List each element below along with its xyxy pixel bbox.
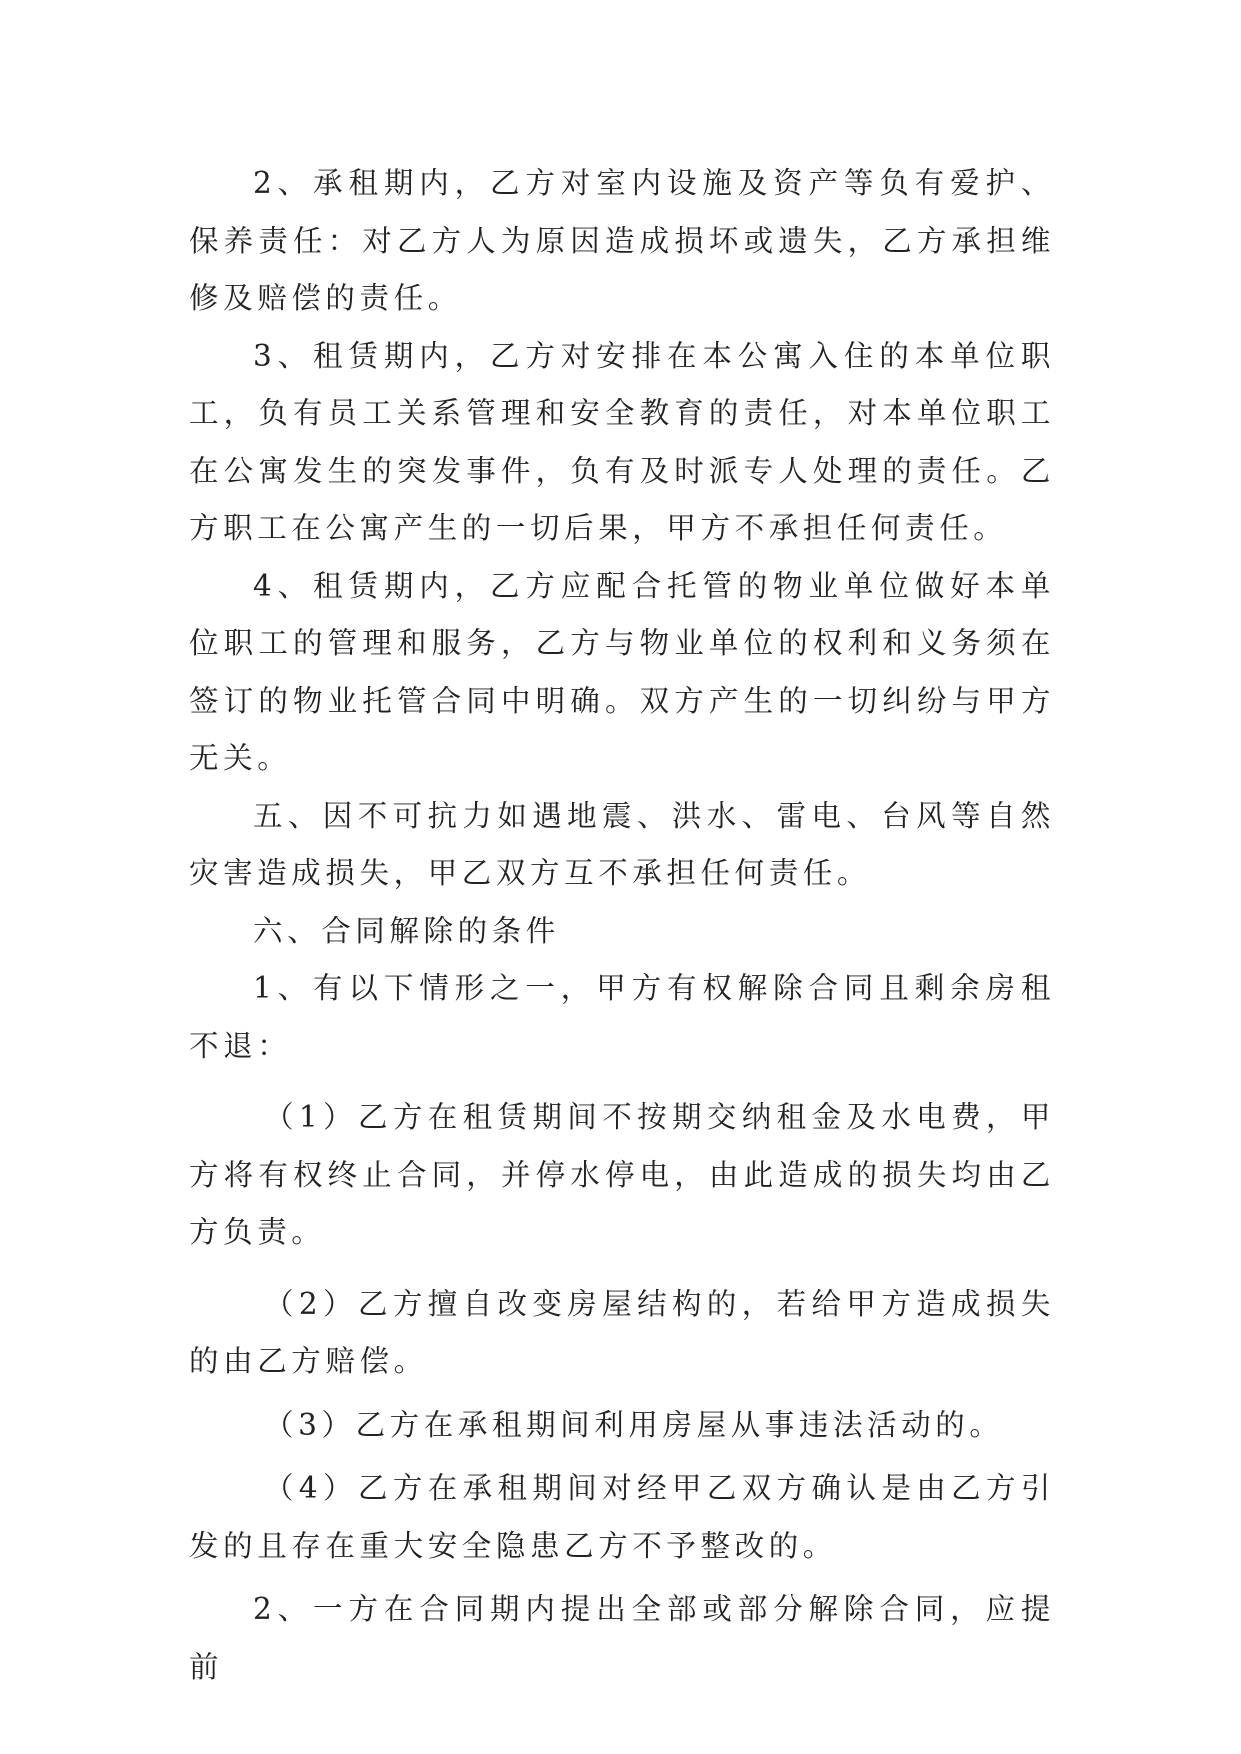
clause-3-staff-management: 3、租赁期内，乙方对安排在本公寓入住的本单位职工，负有员工关系管理和安全教育的责任，对本单位职工在公寓发生的突发事件，负有及时派专人处理的责任。乙方职工在公寓产生的一切后果，甲方不承担任何责任。 bbox=[189, 338, 1055, 545]
clause-4-property-cooperation: 4、租赁期内，乙方应配合托管的物业单位做好本单位职工的管理和服务，乙方与物业单位的权利和义务须在签订的物业托管合同中明确。双方产生的一切纠纷与甲方无关。 bbox=[189, 568, 1055, 775]
section-6-heading: 六、合同解除的条件 bbox=[253, 913, 560, 948]
document-body bbox=[189, 155, 1055, 1696]
clause-6-1-termination-conditions: 1、有以下情形之一，甲方有权解除合同且剩余房租不退： bbox=[189, 971, 1055, 1063]
clause-2-maintenance: 2、承租期内，乙方对室内设施及资产等负有爱护、保养责任：对乙方人为原因造成损坏或遗失，乙方承担维修及赔偿的责任。 bbox=[189, 166, 1055, 315]
section-5-force-majeure: 五、因不可抗力如遇地震、洪水、雷电、台风等自然灾害造成损失，甲乙双方互不承担任何责任。 bbox=[189, 798, 1055, 890]
sub-item-3-illegal-activity: （3）乙方在承租期间利用房屋从事违法活动的。 bbox=[264, 1407, 1004, 1442]
clause-6-2-early-termination: 2、一方在合同期内提出全部或部分解除合同，应提前 bbox=[189, 1592, 1055, 1684]
sub-item-1-unpaid-rent: （1）乙方在租赁期间不按期交纳租金及水电费，甲方将有权终止合同，并停水停电，由此造成的损失均由乙方负责。 bbox=[189, 1100, 1055, 1249]
sub-item-2-structure-change: （2）乙方擅自改变房屋结构的，若给甲方造成损失的由乙方赔偿。 bbox=[189, 1286, 1055, 1378]
sub-item-4-safety-hazard: （4）乙方在承租期间对经甲乙双方确认是由乙方引发的且存在重大安全隐患乙方不予整改的。 bbox=[189, 1471, 1055, 1563]
